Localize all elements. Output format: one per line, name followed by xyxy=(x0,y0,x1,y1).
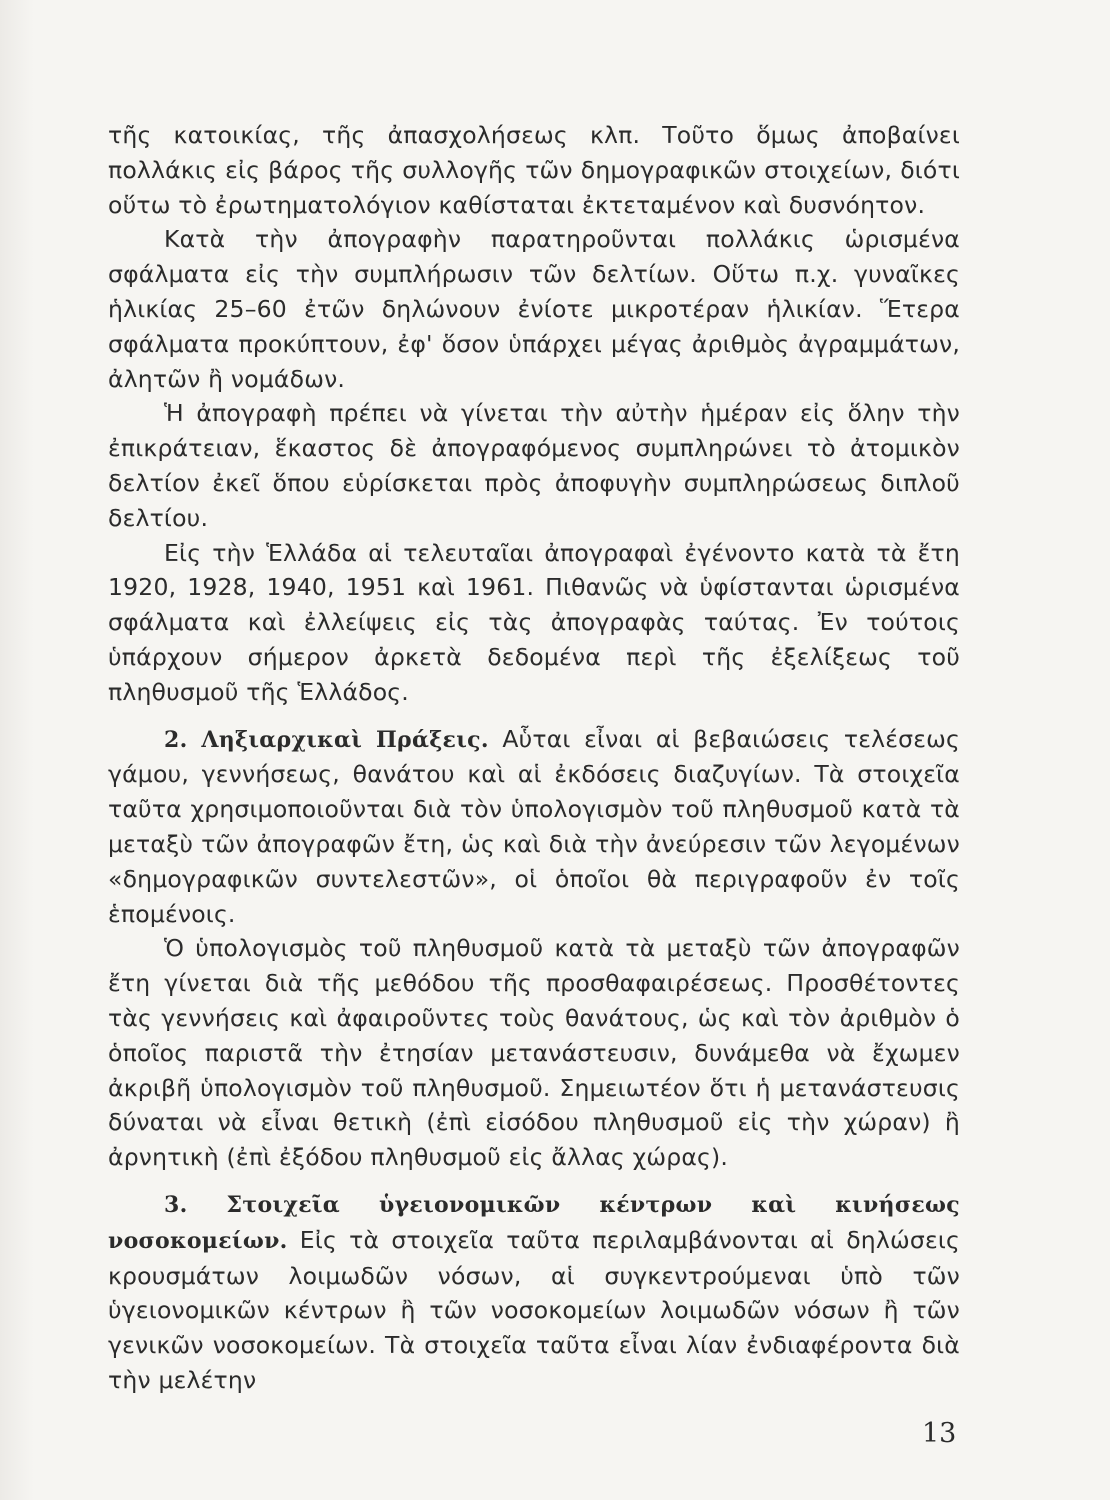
paragraph-text: τῆς κατοικίας, τῆς ἀπασχολήσεως κλπ. Τοῦτο ὅμως ἀποβαίνει πολλάκις εἰς βάρος τῆς συλλογῆς τῶν δημογραφικῶν στοιχείων, διότι οὕτω τὸ ἐρωτηματολόγιον καθίσταται ἐκτεταμένον καὶ δυσνόητον. xyxy=(108,121,960,219)
paragraph-text: Αὗται εἶναι αἱ βεβαιώσεις τελέσεως γάμου, γεννήσεως, θανάτου καὶ αἱ ἐκδόσεις διαζυγίων. Τὰ στοιχεῖα ταῦτα χρησιμοποιοῦνται διὰ τὸν ὑπολογισμὸν τοῦ πληθυσμοῦ κατὰ τὰ μεταξὺ τῶν ἀπογραφῶν ἔτη, ὡς καὶ διὰ τὴν ἀνεύρεσιν τῶν λεγομένων «δημογραφικῶν συντελεστῶν», οἱ ὁποῖοι θὰ περιγραφοῦν ἐν τοῖς ἑπομένοις. xyxy=(108,724,960,928)
paragraph-text: Ὁ ὑπολογισμὸς τοῦ πληθυσμοῦ κατὰ τὰ μεταξὺ τῶν ἀπογραφῶν ἔτη γίνεται διὰ τῆς μεθόδου τῆς προσθαφαιρέσεως. Προσθέτοντες τὰς γεννήσεις καὶ ἀφαιροῦντες τοὺς θανάτους, ὡς καὶ τὸν ἀριθμὸν ὁ ὁποῖος παριστᾶ τὴν ἐτησίαν μετανάστευσιν, δυνάμεθα νὰ ἔχωμεν ἀκριβῆ ὑπολογισμὸν τοῦ πληθυσμοῦ. Σημειωτέον ὅτι ἡ μετανάστευσις δύναται νὰ εἶναι θετικὴ (ἐπὶ εἰσόδου πληθυσμοῦ εἰς τὴν χώραν) ἢ ἀρνητικὴ (ἐπὶ ἐξόδου πληθυσμοῦ εἰς ἄλλας χώρας). xyxy=(108,934,960,1172)
paragraph-text: Εἰς τὰ στοιχεῖα ταῦτα περιλαμβάνονται αἱ δηλώσεις κρουσμάτων λοιμωδῶν νόσων, αἱ συγκεντρούμεναι ὑπὸ τῶν ὑγειονομικῶν κέντρων ἢ τῶν νοσοκομείων λοιμωδῶν νόσων ἢ τῶν γενικῶν νοσοκομείων. Τὰ στοιχεῖα ταῦτα εἶναι λίαν ἐνδιαφέροντα διὰ τὴν μελέτην xyxy=(108,1225,960,1394)
section-vital-records xyxy=(108,722,960,932)
section-health-centres xyxy=(108,1187,960,1398)
paragraph-census-errors xyxy=(108,222,960,396)
section-heading: 3. Στοιχεῖα ὑγειονομικῶν κέντρων καὶ κινήσεως νοσοκομείων. xyxy=(108,1191,960,1254)
section-heading: 2. Ληξιαρχικαὶ Πράξεις. xyxy=(164,726,489,753)
paragraph-continuation xyxy=(108,118,960,222)
page-binding-edge xyxy=(0,0,34,1500)
paragraph-greek-censuses xyxy=(108,536,960,710)
page-body xyxy=(108,118,960,1394)
paragraph-text: Εἰς τὴν Ἑλλάδα αἱ τελευταῖαι ἀπογραφαὶ ἐγένοντο κατὰ τὰ ἔτη 1920, 1928, 1940, 1951 καὶ 1961. Πιθανῶς νὰ ὑφίστανται ὡρισμένα σφάλματα καὶ ἐλλείψεις εἰς τὰς ἀπογραφὰς ταύτας. Ἐν τούτοις ὑπάρχουν σήμερον ἀρκετὰ δεδομένα περὶ τῆς ἐξελίξεως τοῦ πληθυσμοῦ τῆς Ἑλλάδος. xyxy=(108,538,960,706)
paragraph-census-day xyxy=(108,396,960,535)
paragraph-text: Κατὰ τὴν ἀπογραφὴν παρατηροῦνται πολλάκις ὡρισμένα σφάλματα εἰς τὴν συμπλήρωσιν τῶν δελτίων. Οὕτω π.χ. γυναῖκες ἡλικίας 25–60 ἐτῶν δηλώνουν ἐνίοτε μικροτέραν ἡλικίαν. Ἕτερα σφάλματα προκύπτουν, ἐφ' ὅσον ὑπάρχει μέγας ἀριθμὸς ἀγραμμάτων, ἀλητῶν ἢ νομάδων. xyxy=(108,225,960,393)
paragraph-text: Ἡ ἀπογραφὴ πρέπει νὰ γίνεται τὴν αὐτὴν ἡμέραν εἰς ὅλην τὴν ἐπικράτειαν, ἕκαστος δὲ ἀπογραφόμενος συμπληρώνει τὸ ἀτομικὸν δελτίον ἐκεῖ ὅπου εὑρίσκεται πρὸς ἀποφυγὴν συμπληρώσεως διπλοῦ δελτίου. xyxy=(108,399,960,532)
page-number: 13 xyxy=(922,1418,957,1449)
paragraph-population-calc xyxy=(108,931,960,1175)
